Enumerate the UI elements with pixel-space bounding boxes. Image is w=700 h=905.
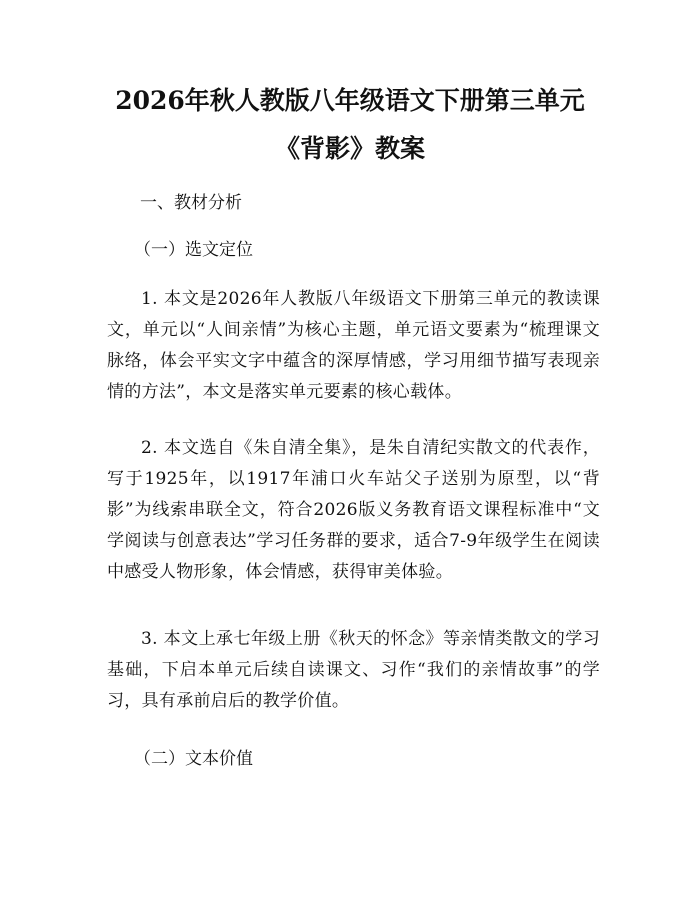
- section-heading-teaching-material-analysis: 一、教材分析: [140, 193, 242, 213]
- paragraph-2: 2. 本文选自《朱自清全集》，是朱自清纪实散文的代表作，写于1925年，以1917年浦口火车站父子送别为原型，以“背影”为线索串联全文，符合2026版义务教育语文课程标准中“文学阅读与创意表达”学习任务群的要求，适合7-9年级学生在阅读中感受人物形象，体会情感，获得审美体验。: [107, 438, 600, 582]
- subsection-heading-text-value: （二）文本价值: [134, 749, 253, 769]
- paragraph-3: 3. 本文上承七年级上册《秋天的怀念》等亲情类散文的学习基础，下启本单元后续自读课文、习作“我们的亲情故事”的学习，具有承前启后的教学价值。: [107, 629, 600, 711]
- document-title-line-2: 《背影》教案: [274, 134, 425, 163]
- subsection-heading-text-positioning: （一）选文定位: [134, 240, 253, 260]
- paragraph-1: 1. 本文是2026年人教版八年级语文下册第三单元的教读课文，单元以“人间亲情”为核心主题，单元语文要素为“梳理课文脉络，体会平实文字中蕴含的深厚情感，学习用细节描写表现亲情的方法”，本文是落实单元要素的核心载体。: [107, 289, 600, 402]
- document-title-line-1: 2026年秋人教版八年级语文下册第三单元: [115, 86, 585, 115]
